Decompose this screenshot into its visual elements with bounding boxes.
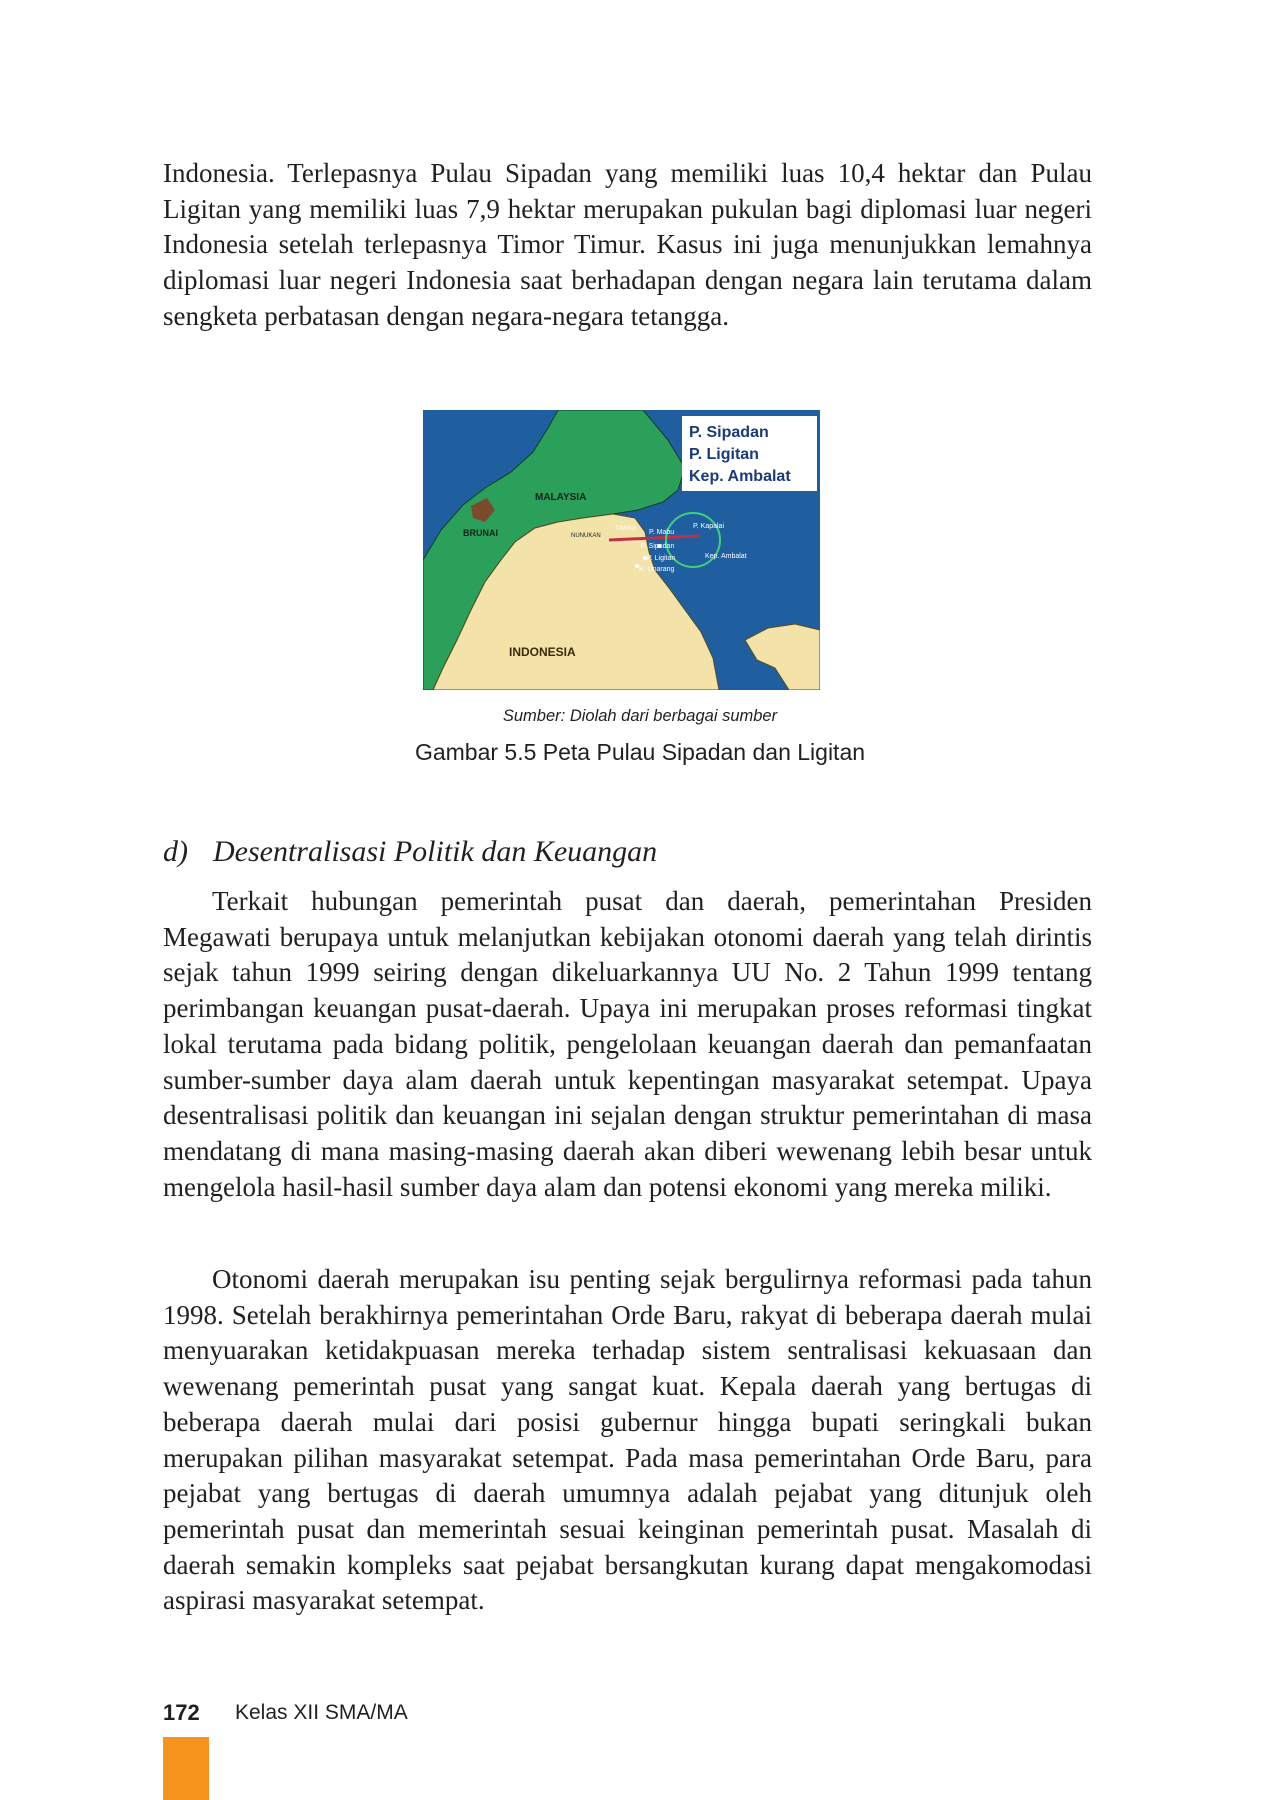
legend-ligitan: P. Ligitan [689,446,759,463]
paragraph-otonomi: Otonomi daerah merupakan isu penting sejak bergulirnya reformasi pada tahun 1998. Setelah berakhirnya pemerintahan Orde Baru, rakyat di beberapa daerah mulai menyuarakan ketidakpuasan mereka terhadap sistem sentralisasi kekuasaan dan wewenang pemerintah pusat yang sangat kuat. Kepala daerah yang bertugas di beberapa daerah mulai dari posisi gubernur hingga bupati seringkali bukan merupakan pilihan masyarakat setempat. Pada masa pemerintahan Orde Baru, para pejabat yang bertugas di daerah umumnya adalah pejabat yang ditunjuk oleh pemerintah pusat dan memerintah sesuai keinginan pemerintah pusat. Masalah di daerah semakin kompleks saat pejabat bersangkutan kurang dapat mengakomodasi aspirasi masyarakat setempat. [163,1264,1092,1616]
section-heading [163,833,657,871]
figure-caption: Gambar 5.5 Peta Pulau Sipadan dan Ligitan [414,739,866,765]
paragraph-intro: Indonesia. Terlepasnya Pulau Sipadan yang memiliki luas 10,4 hektar dan Pulau Ligitan yang memiliki luas 7,9 hektar merupakan pukulan bagi diplomasi luar negeri Indonesia setelah terlepasnya Timor Timur. Kasus ini juga menunjukkan lemahnya diplomasi luar negeri Indonesia saat berhadapan dengan negara lain terutama dalam sengketa perbatasan dengan negara-negara tetangga. [163,158,1092,331]
label-k-unarang: K. Unarang [639,566,675,573]
label-nunukan: NUNUKAN [571,533,601,539]
paragraph-desentralisasi: Terkait hubungan pemerintah pusat dan daerah, pemerintahan Presiden Megawati berupaya untuk melanjutkan kebijakan otonomi daerah yang telah dirintis sejak tahun 1999 seiring dengan dikeluarkannya UU No. 2 Tahun 1999 tentang perimbangan keuangan pusat-daerah. Upaya ini merupakan proses reformasi tingkat lokal terutama pada bidang politik, pengelolaan keuangan daerah dan pemanfaatan sumber-sumber daya alam daerah untuk kepentingan masyarakat setempat. Upaya desentralisasi politik dan keuangan ini sejalan dengan struktur pemerintahan di masa mendatang di mana masing-masing daerah akan diberi wewenang lebih besar untuk mengelola hasil-hasil sumber daya alam dan potensi ekonomi yang mereka miliki. [163,886,1092,1202]
figure-source: Sumber: Diolah dari berbagai sumber [502,707,778,725]
section-marker: d) [163,835,188,868]
accent-bar [163,1737,209,1800]
label-p-sipadan: P. Sipadan [641,543,675,550]
label-tawau: TAWAU [615,526,636,532]
legend-sipadan: P. Sipadan [689,424,769,441]
label-brunai: BRUNAI [463,528,498,538]
label-p-kapalai: P. Kapalai [693,523,725,530]
section-title: Desentralisasi Politik dan Keuangan [213,835,658,868]
label-p-mabu: P. Mabu [649,529,675,536]
label-kep-ambalat: Kep. Ambalat [705,553,747,560]
label-indonesia: INDONESIA [509,645,576,659]
class-label: Kelas XII SMA/MA [235,1701,408,1724]
sipadan-ligitan-map [423,410,820,690]
page-number: 172 [163,1700,200,1725]
map-figure [423,410,820,690]
label-malaysia: MALAYSIA [535,492,587,503]
label-p-ligitan: P. Ligitan [647,555,676,562]
legend-ambalat: Kep. Ambalat [689,468,791,485]
